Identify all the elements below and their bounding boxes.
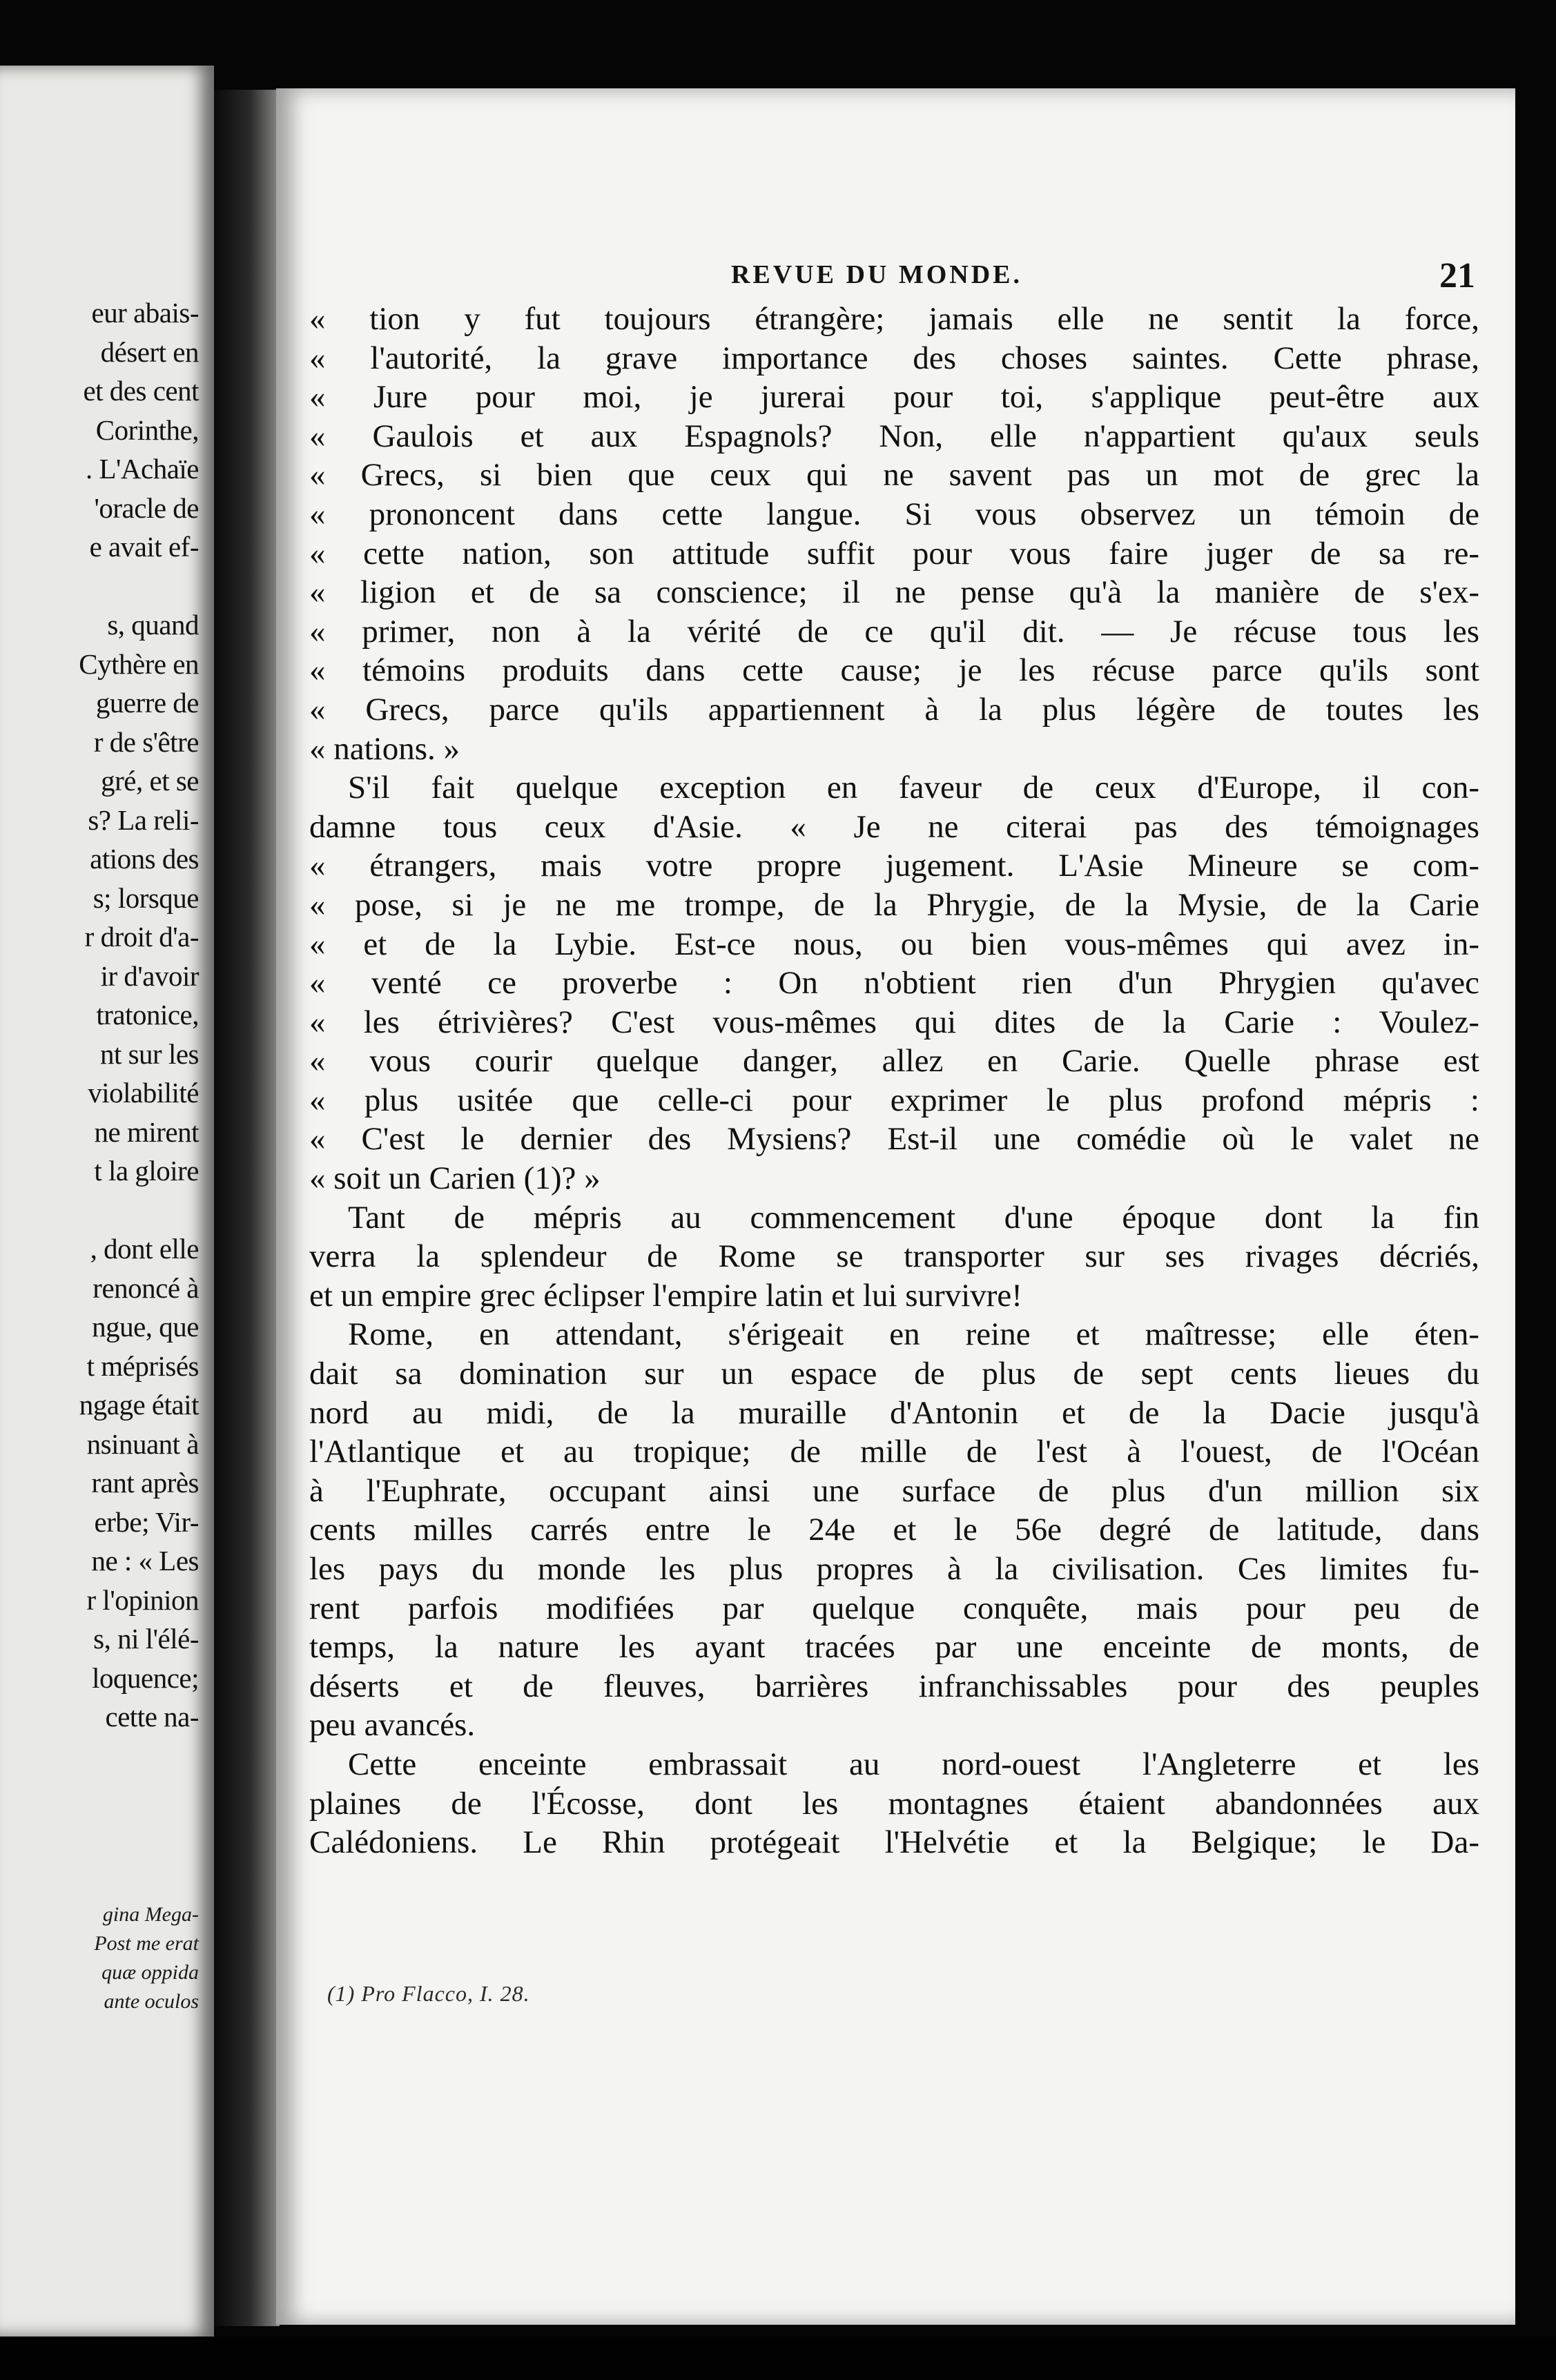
text-line: « témoins produits dans cette cause; je les récuse parce qu'ils sont [309, 652, 1479, 689]
left-page-line: rant après [91, 1467, 199, 1499]
left-page-line: Corinthe, [95, 413, 199, 446]
text-line: « pose, si je ne me trompe, de la Phrygie, de la Mysie, de la Carie [309, 886, 1479, 923]
left-page-line: ir d'avoir [100, 959, 199, 992]
text-line: les pays du monde les plus propres à la civilisation. Ces limites fu- [309, 1551, 1479, 1587]
left-footnote-line: quæ oppida [101, 1961, 199, 1984]
text-line: « nations. » [309, 730, 460, 767]
scan-border [0, 2337, 1556, 2380]
footnote: (1) Pro Flacco, I. 28. [327, 1981, 530, 2006]
left-footnote-line: gina Mega- [102, 1903, 199, 1926]
left-page-line: s, ni l'élé- [93, 1623, 199, 1655]
left-page-line: ne : « Les [91, 1545, 199, 1577]
left-footnote-line: ante oculos [104, 1990, 199, 2013]
left-page-line: gré, et se [101, 765, 199, 797]
text-line: nord au midi, de la muraille d'Antonin et de la Dacie jusqu'à [309, 1394, 1479, 1431]
text-line: « vous courir quelque danger, allez en Carie. Quelle phrase est [309, 1043, 1479, 1080]
text-line: « Jure pour moi, je jurerai pour toi, s'applique peut-être aux [309, 379, 1479, 416]
left-page-line: 'oracle de [94, 491, 199, 524]
text-line: et un empire grec éclipser l'empire latin et lui survivre! [309, 1277, 1022, 1314]
text-line: « Grecs, si bien que ceux qui ne savent pas un mot de grec la [309, 457, 1479, 494]
text-line: Cette enceinte embrassait au nord-ouest l'Angleterre et les [348, 1746, 1479, 1782]
right-page [276, 88, 1515, 2325]
left-page-line: nt sur les [99, 1037, 199, 1070]
text-line: temps, la nature les ayant tracées par une enceinte de monts, de [309, 1629, 1479, 1666]
text-line: « ligion et de sa conscience; il ne pense qu'à la manière de s'ex- [309, 574, 1479, 611]
body-text [309, 300, 1479, 1862]
text-line: S'il fait quelque exception en faveur de ceux d'Europe, il con- [348, 770, 1479, 806]
left-page-line: ations des [90, 843, 199, 875]
text-line: peu avancés. [309, 1707, 476, 1744]
left-page-line: nsinuant à [86, 1427, 199, 1460]
left-page-line: Cythère en [79, 647, 199, 680]
text-line: « étrangers, mais votre propre jugement. L'Asie Mineure se com- [309, 848, 1479, 884]
text-line: « primer, non à la vérité de ce qu'il dit. — Je récuse tous les [309, 613, 1479, 650]
text-line: « cette nation, son attitude suffit pour vous faire juger de sa re- [309, 535, 1479, 572]
left-page-line: . L'Achaïe [85, 453, 199, 485]
left-page-line: renoncé à [93, 1271, 199, 1304]
left-page-line: e avait ef- [89, 531, 199, 563]
left-page-line: eur abais- [91, 297, 199, 329]
left-page-line: tratonice, [96, 999, 199, 1031]
left-page-line: ngue, que [92, 1311, 199, 1343]
left-page-line: violabilité [88, 1077, 199, 1109]
text-line: « prononcent dans cette langue. Si vous observez un témoin de [309, 496, 1479, 532]
left-page-line: et des cent [83, 375, 199, 407]
text-line: Tant de mépris au commencement d'une époque dont la fin [348, 1199, 1479, 1236]
left-page-line: r de s'être [93, 725, 199, 758]
left-page [0, 66, 214, 2337]
text-line: cents milles carrés entre le 24e et le 56e degré de latitude, dans [309, 1512, 1479, 1548]
text-line: plaines de l'Écosse, dont les montagnes étaient abandonnées aux [309, 1785, 1479, 1822]
left-page-line: t la gloire [94, 1155, 199, 1187]
left-page-line: , dont elle [90, 1233, 199, 1265]
text-line: l'Atlantique et au tropique; de mille de l'est à l'ouest, de l'Océan [309, 1434, 1479, 1470]
text-line: à l'Euphrate, occupant ainsi une surface de plus d'un million six [309, 1472, 1479, 1509]
left-page-line: ne mirent [94, 1115, 199, 1148]
left-page-line: désert en [100, 335, 199, 368]
text-line: « Grecs, parce qu'ils appartiennent à la plus légère de toutes les [309, 691, 1479, 728]
left-page-line: s; lorsque [93, 881, 199, 914]
text-line: Rome, en attendant, s'érigeait en reine et maîtresse; elle éten- [348, 1316, 1479, 1353]
left-footnote-line: Post me erat [94, 1932, 199, 1955]
text-line: « plus usitée que celle-ci pour exprimer le plus profond mépris : [309, 1082, 1479, 1118]
left-page-line: r droit d'a- [84, 921, 199, 953]
running-title: REVUE DU MONDE. [730, 260, 1023, 289]
left-page-line: loquence; [92, 1661, 199, 1694]
text-line: verra la splendeur de Rome se transporter sur ses rivages décriés, [309, 1238, 1479, 1275]
text-line: « Gaulois et aux Espagnols? Non, elle n'appartient qu'aux seuls [309, 418, 1479, 454]
left-page-text [0, 293, 199, 1737]
book-gutter [214, 90, 280, 2326]
text-line: Calédoniens. Le Rhin protégeait l'Helvétie et la Belgique; le Da- [309, 1824, 1479, 1861]
left-page-line: t méprisés [86, 1349, 199, 1382]
left-page-footnote [0, 1900, 199, 2016]
left-page-line [0, 1191, 199, 1230]
text-line: damne tous ceux d'Asie. « Je ne citerai pas des témoignages [309, 808, 1479, 845]
text-line: « tion y fut toujours étrangère; jamais elle ne sentit la force, [309, 301, 1479, 337]
left-page-line: s, quand [107, 609, 199, 641]
left-page-line: r l'opinion [86, 1583, 199, 1616]
left-page-line: s? La reli- [88, 803, 199, 836]
text-line: « venté ce proverbe : On n'obtient rien d'un Phrygien qu'avec [309, 965, 1479, 1002]
text-line: rent parfois modifiées par quelque conquête, mais pour peu de [309, 1590, 1479, 1626]
left-page-line [0, 567, 199, 606]
left-page-line: guerre de [95, 687, 199, 719]
text-line: « les étrivières? C'est vous-mêmes qui dites de la Carie : Voulez- [309, 1004, 1479, 1040]
text-line: « et de la Lybie. Est-ce nous, ou bien vous-mêmes qui avez in- [309, 926, 1479, 962]
text-line: « soit un Carien (1)? » [309, 1160, 601, 1197]
left-page-line: cette na- [105, 1701, 199, 1733]
text-line: déserts et de fleuves, barrières infranchissables pour des peuples [309, 1668, 1479, 1704]
left-page-line: erbe; Vir- [94, 1505, 199, 1538]
page-number: 21 [1439, 256, 1475, 295]
running-header [276, 256, 1515, 301]
text-line: « l'autorité, la grave importance des choses saintes. Cette phrase, [309, 340, 1479, 376]
text-line: dait sa domination sur un espace de plus de sept cents lieues du [309, 1356, 1479, 1392]
text-line: « C'est le dernier des Mysiens? Est-il une comédie où le valet ne [309, 1121, 1479, 1158]
left-page-line: ngage était [79, 1389, 199, 1421]
